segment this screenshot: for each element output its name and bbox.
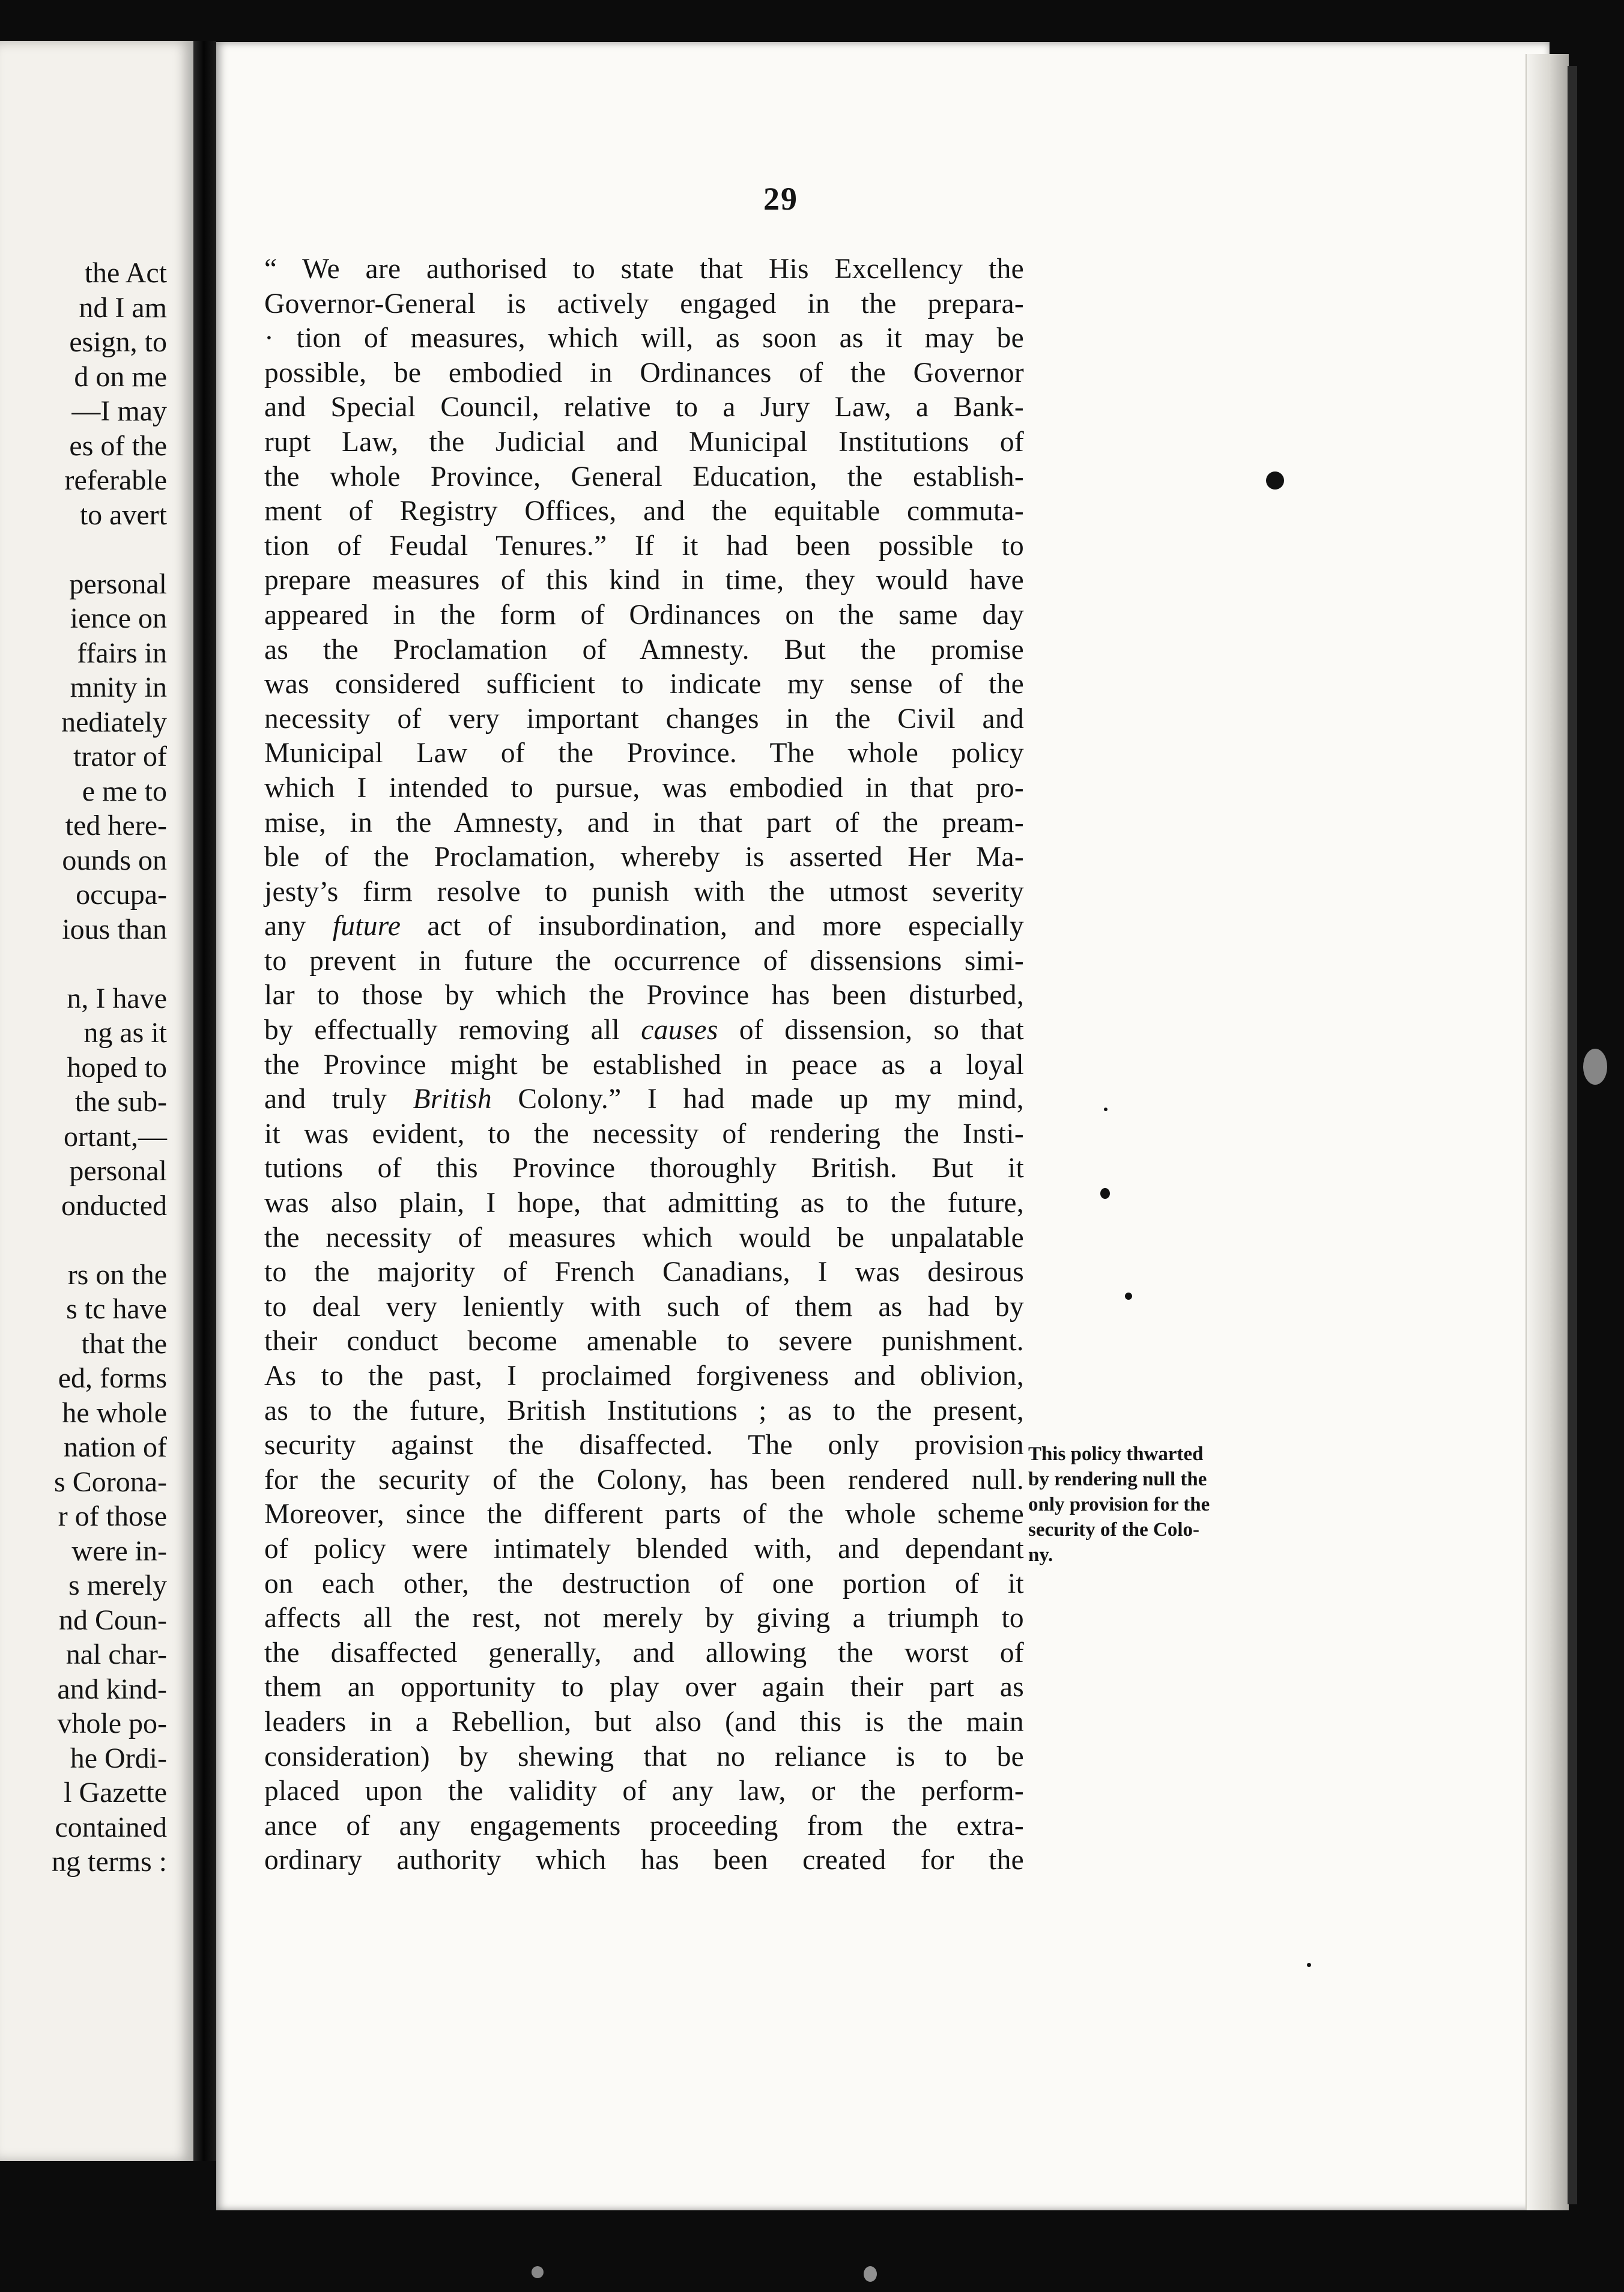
previous-page-line: referable [64, 464, 167, 496]
margin-note-line: only provision for the [1028, 1494, 1210, 1515]
body-line: Municipal Law of the Province. The whole policy [264, 738, 1024, 769]
previous-page-line: nal char- [65, 1639, 167, 1670]
previous-page-line: ng terms : [52, 1846, 167, 1878]
ink-speck [1307, 1963, 1311, 1967]
body-line: jesty’s firm resolve to punish with the utmost severity [264, 876, 1024, 908]
body-line: ble of the Proclamation, whereby is asserted Her Ma- [264, 841, 1024, 873]
body-line: the Province might be established in peace as a loyal [264, 1049, 1024, 1081]
margin-note-line: security of the Colo- [1028, 1519, 1200, 1541]
body-line: them an opportunity to play over again their part as [264, 1672, 1024, 1703]
previous-page-line: ng as it [83, 1017, 167, 1049]
body-line: appeared in the form of Ordinances on the same day [264, 599, 1024, 631]
body-line: by effectually removing all causes of dissension, so that [264, 1014, 1024, 1046]
previous-page-line: nediately [61, 706, 167, 738]
ink-speck [1266, 471, 1284, 490]
body-line: placed upon the validity of any law, or the perform- [264, 1775, 1024, 1807]
body-line: to deal very leniently with such of them as had by [264, 1291, 1024, 1323]
previous-page-text [52, 256, 167, 1879]
body-line: ance of any engagements proceeding from the extra- [264, 1810, 1024, 1842]
margin-note [1028, 1442, 1268, 1568]
previous-page-line: mnity in [70, 672, 167, 703]
previous-page-line: that the [81, 1327, 167, 1360]
ink-speck [532, 2266, 544, 2278]
body-line: and Special Council, relative to a Jury Law, a Bank- [264, 392, 1024, 423]
previous-page-line: d on me [74, 360, 167, 393]
previous-page-line: he Ordi- [70, 1742, 167, 1774]
margin-note-line: by rendering null the [1028, 1469, 1207, 1490]
previous-page-line: ious than [62, 913, 167, 945]
previous-page-line: es of the [69, 429, 167, 462]
previous-page-line [52, 532, 167, 567]
margin-note-line: This policy thwarted [1028, 1443, 1204, 1465]
previous-page-fragment [0, 41, 193, 2161]
previous-page-line: s tc have [66, 1293, 167, 1325]
body-line: which I intended to pursue, was embodied in that pro- [264, 772, 1024, 804]
page-edge-shadow [1568, 66, 1577, 2204]
body-line: · tion of measures, which will, as soon as it may be [264, 323, 1024, 354]
body-line: mise, in the Amnesty, and in that part of the pream- [264, 807, 1024, 838]
body-line: affects all the rest, not merely by giving a triumph to [264, 1602, 1024, 1634]
body-line: was also plain, I hope, that admitting as to the future, [264, 1187, 1024, 1219]
book-gutter [193, 41, 216, 2161]
previous-page-line: were in- [71, 1535, 167, 1567]
previous-page-line: ience on [70, 602, 167, 634]
body-line: the whole Province, General Education, the establish- [264, 461, 1024, 493]
previous-page-line: esign, to [69, 326, 167, 358]
body-line: any future act of insubordination, and more especially [264, 911, 1024, 942]
body-line: for the security of the Colony, has been rendered null. [264, 1464, 1024, 1496]
previous-page-line: onducted [61, 1189, 167, 1222]
body-line: possible, be embodied in Ordinances of the Governor [264, 357, 1024, 389]
previous-page-line: hoped to [67, 1051, 167, 1084]
ink-speck [1583, 1049, 1607, 1085]
body-line: was considered sufficient to indicate my sense of the [264, 668, 1024, 700]
previous-page-line [52, 947, 167, 981]
previous-page-line: occupa- [76, 879, 167, 911]
body-line: on each other, the destruction of one portion of it [264, 1568, 1024, 1599]
previous-page-line: ffairs in [77, 637, 167, 669]
body-line: necessity of very important changes in the Civil and [264, 703, 1024, 735]
previous-page-line: contained [55, 1811, 167, 1843]
body-line: tion of Feudal Tenures.” If it had been possible to [264, 530, 1024, 562]
ink-speck [1104, 1108, 1107, 1111]
previous-page-line: ted here- [65, 810, 167, 841]
body-line: it was evident, to the necessity of rendering the Insti- [264, 1118, 1024, 1150]
previous-page-line: ounds on [62, 844, 167, 876]
previous-page-line [52, 1223, 167, 1258]
previous-page-line: nd I am [79, 291, 167, 324]
previous-page-line: —I may [71, 395, 167, 427]
body-line: to prevent in future the occurrence of dissensions simi- [264, 945, 1024, 977]
body-line: “ We are authorised to state that His Excellency the [264, 253, 1024, 285]
margin-note-line: ny. [1028, 1544, 1053, 1566]
previous-page-line: ed, forms [58, 1362, 167, 1394]
body-line: prepare measures of this kind in time, they would have [264, 565, 1024, 596]
previous-page-line: nd Coun- [59, 1604, 167, 1636]
ink-speck [864, 2266, 877, 2282]
previous-page-line: the sub- [74, 1086, 167, 1118]
page-number: 29 [763, 181, 798, 217]
previous-page-line: l Gazette [64, 1777, 167, 1808]
previous-page-line: n, I have [67, 982, 167, 1014]
previous-page-line: ortant,— [64, 1120, 167, 1153]
body-line: to the majority of French Canadians, I was desirous [264, 1257, 1024, 1288]
body-line: ordinary authority which has been created for the [264, 1845, 1024, 1876]
previous-page-line: s Corona- [54, 1466, 167, 1498]
body-line: as to the future, British Institutions ; as to the present, [264, 1395, 1024, 1426]
body-line: leaders in a Rebellion, but also (and this is the main [264, 1706, 1024, 1738]
page-edge [1526, 54, 1569, 2210]
body-line: ment of Registry Offices, and the equitable commuta- [264, 496, 1024, 527]
previous-page-line: nation of [64, 1431, 167, 1463]
body-line: as the Proclamation of Amnesty. But the promise [264, 634, 1024, 665]
body-line: lar to those by which the Province has been disturbed, [264, 980, 1024, 1011]
ink-speck [1100, 1188, 1110, 1199]
body-line: and truly British Colony.” I had made up my mind, [264, 1084, 1024, 1115]
body-line: their conduct become amenable to severe punishment. [264, 1326, 1024, 1357]
body-line: the disaffected generally, and allowing the worst of [264, 1637, 1024, 1669]
body-line: consideration) by shewing that no reliance is to be [264, 1741, 1024, 1772]
body-line: tutions of this Province thoroughly British. But it [264, 1153, 1024, 1184]
previous-page-line: personal [69, 568, 167, 600]
previous-page-line: to avert [79, 499, 167, 531]
body-text [264, 252, 1024, 1878]
previous-page-line: s merely [68, 1569, 167, 1601]
ink-speck [1125, 1293, 1132, 1300]
body-line: security against the disaffected. The only provision [264, 1429, 1024, 1461]
previous-page-line: vhole po- [57, 1708, 167, 1739]
previous-page-line: e me to [82, 775, 167, 807]
previous-page-line: and kind- [57, 1673, 167, 1705]
body-line: rupt Law, the Judicial and Municipal Institutions of [264, 426, 1024, 458]
body-line: Moreover, since the different parts of the whole scheme [264, 1499, 1024, 1530]
previous-page-line: the Act [84, 257, 167, 289]
previous-page-line: rs on the [67, 1258, 167, 1291]
previous-page-line: personal [69, 1155, 167, 1187]
previous-page-line: r of those [58, 1500, 167, 1532]
body-line: the necessity of measures which would be unpalatable [264, 1222, 1024, 1254]
body-line: Governor-General is actively engaged in the prepara- [264, 288, 1024, 320]
body-line: of policy were intimately blended with, and dependant [264, 1533, 1024, 1565]
previous-page-line: he whole [62, 1396, 167, 1429]
previous-page-line: trator of [73, 741, 167, 772]
body-line: As to the past, I proclaimed forgiveness and oblivion, [264, 1360, 1024, 1392]
